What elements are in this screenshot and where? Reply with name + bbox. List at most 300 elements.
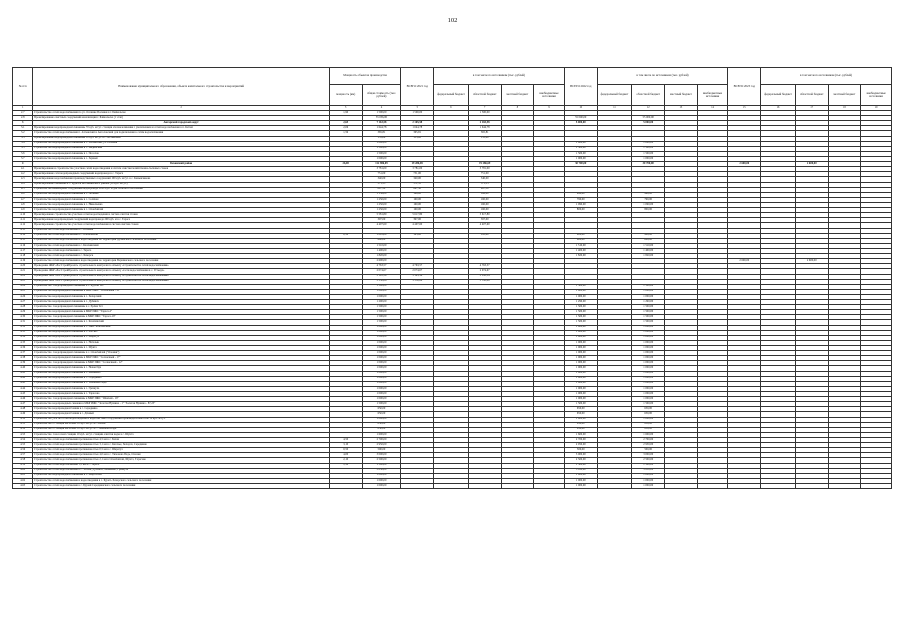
row-number-cell: 4.9 [13,208,33,213]
value-cell: 1 095,00 [362,233,401,238]
row-number-cell: 3.5 [13,146,33,151]
value-cell: 1 600,00 [632,432,665,437]
value-cell: 1 000,00 [632,371,665,376]
value-cell: 1 500,00 [564,284,597,289]
value-cell: 5 581,80 [362,213,401,218]
value-cell: 1 500,00 [632,305,665,310]
value-cell: 1 400,00 [564,248,597,253]
value-cell: 112 986,09 [362,162,401,167]
value-cell: 1 820,00 [564,254,597,259]
row-number-cell: 4.7 [13,197,33,202]
col-header-regional-2023: областной бюджет [795,85,828,106]
row-number-cell: 2.7 [13,111,33,116]
row-name-cell: Строительство водопроводной скважины в с. Грязнуха [33,386,329,391]
column-index-cell: 8 [501,106,534,111]
row-name-cell: Строительство водопроводной скважины в с. Шунта [33,346,329,351]
row-number-cell: 4.29 [13,310,33,315]
value-cell: 571,55 [362,182,401,187]
row-number-cell: 4.40 [13,366,33,371]
value-cell: 1 500,00 [564,151,597,156]
value-cell: 1 500,00 [564,320,597,325]
row-number-cell: 4.45 [13,392,33,397]
value-cell: 1 000,00 [632,294,665,299]
value-cell: 1 510,00 [632,243,665,248]
value-cell [728,483,761,488]
value-cell: 1 000,00 [564,366,597,371]
value-cell: 340,00 [362,177,401,182]
value-cell: 800,00 [632,208,665,213]
row-name-cell: Строительство водопроводной скважины в с. Зерный [33,156,329,161]
column-index-cell: 19 [861,106,892,111]
value-cell: 1 000,00 [362,392,401,397]
value-cell: 1 000,00 [632,289,665,294]
row-number-cell: 3 [13,121,33,126]
row-number-cell: 4.26 [13,294,33,299]
value-cell: 1,50 [329,463,362,468]
value-cell: 1 000,00 [564,386,597,391]
value-cell: 7 163,58 [362,121,401,126]
value-cell: 1 290,00 [632,300,665,305]
row-name-cell: Строительство сетей водоснабжения протяженностью 3,1 км в с. Казачье, Хохорск, Середкино [33,443,329,448]
value-cell: 1 000,00 [632,335,665,340]
value-cell: 850,00 [362,427,401,432]
row-name-cell: Строительство сетей водоснабжения и водоотведения по территории Вершинского сельского поселения [33,259,329,264]
row-number-cell: 3.7 [13,156,33,161]
row-name-cell: Строительство сетей водоснабжения п. Ахтыкский и Анголокский для подключения к сетям водоснабжения [33,131,329,136]
value-cell: 1 000,00 [362,473,401,478]
value-cell: 4 763,57 [468,264,501,269]
row-number-cell: 4.8 [13,202,33,207]
value-cell: 1 500,00 [564,315,597,320]
row-number-cell: 4.28 [13,305,33,310]
value-cell: 2 700,00 [362,438,401,443]
row-name-cell: Строительство 1 водопроводной скважины в с. Ерёма Тет [33,305,329,310]
row-name-cell: Проектирование очистных сооружений канализации г. Байкальска (1 этап) [33,116,329,121]
value-cell: 55 000,00 [564,116,597,121]
value-cell: 1 000,00 [564,141,597,146]
value-cell: 1 000,00 [362,397,401,402]
value-cell: 850,00 [632,427,665,432]
value-cell: 55 000,00 [632,116,665,121]
row-number-cell: 4.35 [13,340,33,345]
value-cell: 1 000,00 [564,325,597,330]
value-cell: 1 500,00 [564,146,597,151]
value-cell: 1 000,00 [564,351,597,356]
value-cell: 3,10 [329,443,362,448]
row-name-cell: Строительство сетей водоснабжения в с. Заглик, Дубинск, Маньково, Грязнуха [33,468,329,473]
col-header-sources-2021: в том числе по источникам (тыс. рублей) [434,68,565,85]
row-number-cell: 3.6 [13,151,33,156]
row-name-cell: Строительство водопроводной скважины в с. Хохорский [33,294,329,299]
row-name-cell: Строительство водопроводной скважины в с. Маньково [33,371,329,376]
investment-program-table [12,67,892,489]
value-cell: 5 617,80 [401,213,434,218]
value-cell: 1 000,00 [362,478,401,483]
column-index-cell: 2 [33,106,329,111]
value-cell: 2 500,00 [564,458,597,463]
value-cell: 1 000,00 [362,483,401,488]
value-cell: 850,00 [564,422,597,427]
value-cell: 850,00 [564,427,597,432]
value-cell: 155,00 [468,136,501,141]
value-cell: 2 500,00 [362,458,401,463]
row-name-cell: Строительство 1 насосной станции 10 куб. м/сут. станции очистки воды в с. Шунта [33,432,329,437]
value-cell: 1 000,00 [362,386,401,391]
value-cell: 1 000,00 [564,156,597,161]
value-cell: 1 000,00 [362,141,401,146]
value-cell: 3 000,00 [564,453,597,458]
row-number-cell: 4.59 [13,463,33,468]
value-cell: 1 400,00 [632,248,665,253]
row-name-cell: Проектирование водоснабжения производственных сооружений 100 куб. м/сут. в с. Камынчикова [33,177,329,182]
value-cell [861,483,892,488]
row-name-cell: Строительство водопроводных скважин в МКР ИЖС "Золотая Нушина - 1" "Золотая Нушина - 87,25" [33,402,329,407]
value-cell: 900,00 [564,233,597,238]
row-number-cell: 4.36 [13,346,33,351]
value-cell: 751,00 [362,172,401,177]
column-index-cell: 15 [728,106,761,111]
value-cell: 1 000,00 [564,340,597,345]
column-index-cell: 16 [761,106,796,111]
value-cell: 55 056,00 [362,116,401,121]
row-number-cell: 4.44 [13,386,33,391]
value-cell: 1 500,00 [362,305,401,310]
value-cell: 3 350,86 [362,279,401,284]
value-cell: 1 000,00 [632,366,665,371]
value-cell: 850,00 [632,422,665,427]
row-name-cell: Строительство сетей водоснабжения в с. Олонбайлай [33,233,329,238]
value-cell [828,483,861,488]
column-index-cell: 1 [13,106,33,111]
row-number-cell: 3.4 [13,141,33,146]
page-number: 102 [447,17,458,24]
col-header-sources-2022: в том числе по источникам (тыс. рублей) [597,68,728,85]
value-cell: 1 000,00 [564,397,597,402]
value-cell: 4 407,60 [401,223,434,228]
value-cell: 1 000,00 [362,366,401,371]
value-cell: 1 644,78 [468,126,501,131]
value-cell: 1 500,00 [632,402,665,407]
col-header-regional-2022: областной бюджет [632,85,665,106]
value-cell: 1 000,00 [362,156,401,161]
value-cell: 1 000,00 [632,478,665,483]
row-number-cell: 4.42 [13,376,33,381]
col-header-sources-2023: в том числе по источникам (тыс. рублей) [761,68,892,85]
col-header-cost: общая стоимость (тыс. рублей) [362,85,401,106]
value-cell: 365,81 [468,131,501,136]
col-header-regional-2021: областной бюджет [468,85,501,106]
value-cell: 1 000,00 [632,397,665,402]
value-cell: 3 145,54 [468,274,501,279]
value-cell: 155,00 [401,136,434,141]
row-name-cell: Проектирование строительства участков сетей водоснабжения и систем очистки стоков [33,223,329,228]
value-cell: 1 500,00 [632,320,665,325]
value-cell [501,483,534,488]
value-cell: 2 600,00 [728,162,761,167]
row-name-cell: Проектирование строительства участков сетей водоотведения и систем очистки стоков [33,213,329,218]
value-cell: 155,00 [362,136,401,141]
row-number-cell: 4.43 [13,381,33,386]
row-name-cell: Строительство водопроводной скважины в с. Новая Ида [33,366,329,371]
row-number-cell: 4.33 [13,330,33,335]
col-header-federal-2021: федеральный бюджет [434,85,469,106]
value-cell: 650,00 [564,412,597,417]
value-cell: 1 500,00 [632,310,665,315]
row-number-cell: 4.32 [13,325,33,330]
value-cell: 340,00 [401,177,434,182]
row-number-cell: 4.62 [13,478,33,483]
value-cell: 897,50 [362,187,401,192]
value-cell: 195,00 [401,233,434,238]
value-cell: 1 644,78 [401,126,434,131]
value-cell: 1 000,00 [632,386,665,391]
row-name-cell: Строительство водопроводной скважины в с. Солёная [33,197,329,202]
column-index-cell: 12 [632,106,665,111]
row-name-cell: Строительство сетей водоснабжения протяженностью 4,0 км в с. Тихонова Падь, Олонки [33,453,329,458]
value-cell: 1 090,00 [632,202,665,207]
value-cell: 1 400,00 [362,248,401,253]
row-number-cell: 4.63 [13,483,33,488]
value-cell: 1 500,00 [362,402,401,407]
value-cell: 2 600,00 [795,162,828,167]
row-name-cell: Строительство водопроводной скважины в МКР ИЖС "Солнечный - 17" [33,356,329,361]
value-cell: 4 763,57 [362,264,401,269]
value-cell: 1 090,00 [564,202,597,207]
value-cell: 897,50 [401,187,434,192]
row-name-cell: Строительство 2 станций насосных 10 куб. м/сут. в с. Тихонова Падь [33,427,329,432]
value-cell: 160,00 [468,197,501,202]
row-number-cell: 4.22 [13,274,33,279]
col-header-extra-2022: внебюджетные источники [697,85,728,106]
row-name-cell: Строительство 1 водопроводной скважины в МКР ИЖС "Солнечный - 12" [33,361,329,366]
col-header-total-2021: ВСЕГО 2021 год [401,68,434,106]
value-cell: 3 350,86 [468,279,501,284]
value-cell: 1 000,00 [564,294,597,299]
row-number-cell: 4.18 [13,254,33,259]
column-index-cell: 6 [434,106,469,111]
value-cell: 1 500,00 [632,151,665,156]
value-cell: 1 500,00 [362,463,401,468]
value-cell: 1 500,00 [564,310,597,315]
row-name-cell: Боханский район [33,162,329,167]
value-cell: 500,00 [564,448,597,453]
value-cell: 1 000,00 [564,289,597,294]
value-cell: 1 500,00 [362,151,401,156]
row-name-cell: Проведение ФКР «РосСтройПроект» строительного контроля по объекту «Строительство сетей водоснабжения» [33,274,329,279]
value-cell: 1 000,00 [632,141,665,146]
value-cell: 1 510,00 [362,243,401,248]
value-cell: 1 500,00 [564,463,597,468]
value-cell: 1 820,00 [632,254,665,259]
row-number-cell: 4.51 [13,422,33,427]
value-cell: 1 000,00 [564,417,597,422]
value-cell: 1 500,00 [362,315,401,320]
value-cell: 1 000,00 [362,325,401,330]
row-name-cell: Строительство сетей водоснабжения по ул. Осенние Полевки в г. Байкальске [33,111,329,116]
row-name-cell: Строительство инженерных сооружений водопровода 2020 куб. м для сельского поселения [33,187,329,192]
value-cell: 4 763,57 [401,264,434,269]
value-cell: 1 500,00 [362,146,401,151]
row-name-cell: Проектирование и строительство участков сетей водоотведения и систем очистки хозяйственно-бытовых стоков [33,167,329,172]
value-cell: 19 286,69 [401,162,434,167]
row-number-cell: 4.46 [13,397,33,402]
row-name-cell: Строительство водопроводной скважины в с. Полевая [33,192,329,197]
value-cell: 3 000,00 [632,453,665,458]
row-number-cell: 4.54 [13,438,33,443]
value-cell: 160,00 [468,208,501,213]
row-number-cell: 4.52 [13,427,33,432]
value-cell: 2,10 [329,458,362,463]
row-name-cell: Строительство водопроводной скважины в с. Тихонова Падь [33,381,329,386]
value-cell: 397,00 [401,218,434,223]
value-cell: 0,50 [329,448,362,453]
col-header-num: № п/п [13,68,33,106]
value-cell: 2 950,00 [362,443,401,448]
row-number-cell: 4.56 [13,448,33,453]
row-name-cell: Строительство сетей водоснабжения и водоотведения в с. Буреть Хохорского сельского поселения [33,478,329,483]
value-cell: 30 700,00 [564,162,597,167]
table-row [13,483,892,488]
value-cell: 1 000,00 [632,361,665,366]
row-number-cell: 4.20 [13,264,33,269]
row-number-cell: 2.8 [13,116,33,121]
value-cell: 500,00 [632,448,665,453]
value-cell [761,483,796,488]
column-index-cell: 3 [329,106,362,111]
row-number-cell: 4.60 [13,468,33,473]
value-cell: 160,00 [468,202,501,207]
value-cell: 19 286,69 [468,162,501,167]
row-number-cell: 4.50 [13,417,33,422]
row-number-cell: 4.57 [13,453,33,458]
value-cell: 2,65 [329,121,362,126]
value-cell: 990,00 [564,192,597,197]
column-index-cell: 11 [597,106,632,111]
value-cell: 800,00 [564,208,597,213]
row-name-cell: Проектирование сети водопроводных сооружений водопровода в с. Тараса [33,172,329,177]
value-cell: 1 000,00 [632,473,665,478]
row-name-cell: Строительство водопроводной скважины в с. Поселок [33,151,329,156]
value-cell: 3 145,54 [401,274,434,279]
value-cell: 2 500,00 [632,458,665,463]
value-cell: 1 000,00 [632,376,665,381]
row-number-cell: 4.27 [13,300,33,305]
value-cell: 1 500,00 [632,284,665,289]
value-cell: 2 600,00 [728,259,761,264]
col-header-local-2023: местный бюджет [828,85,861,106]
row-name-cell: Строительство сетей водоснабжения протяженностью 4,5 км в с. Бохан [33,438,329,443]
value-cell: 3 781,00 [362,167,401,172]
value-cell: 1 000,00 [632,381,665,386]
value-cell: 1 000,00 [362,381,401,386]
row-name-cell: Строительство водопроводной скважины в с. Ахтыкский, ул. Полевая [33,141,329,146]
value-cell: 1 500,00 [632,463,665,468]
value-cell: 1 000,00 [564,346,597,351]
value-cell: 1 000,00 [564,376,597,381]
value-cell: 1 000,00 [362,351,401,356]
value-cell: 751,00 [401,172,434,177]
value-cell: 1 000,00 [564,356,597,361]
column-index-cell: 4 [362,106,401,111]
column-index-cell: 13 [665,106,698,111]
column-index-cell: 9 [534,106,565,111]
value-cell: 1 000,00 [362,361,401,366]
value-cell: 4 407,60 [468,223,501,228]
row-name-cell: Строительство 1 водопроводной скважины в с. Олонбайлай ("Олонки") [33,351,329,356]
row-number-cell: 4.15 [13,238,33,243]
row-name-cell: Строительство сетей водоснабжения в с. Полевая [33,228,329,233]
row-name-cell: Строительство сетей водоснабжения в с. Хохорск [33,254,329,259]
value-cell: 990,00 [632,192,665,197]
value-cell: 650,00 [362,412,401,417]
value-cell: 3 350,86 [401,279,434,284]
value-cell: 5 000,00 [564,121,597,126]
value-cell: 1 000,00 [632,156,665,161]
value-cell: 850,00 [362,422,401,427]
col-header-extra-2023: внебюджетные источники [861,85,892,106]
value-cell: 5 617,80 [468,213,501,218]
value-cell [534,483,565,488]
value-cell: 365,81 [401,131,434,136]
row-name-cell: Строительство участка сетей водоотведения и водоочистных сооружений производительностью 30 куб. м/сут. [33,417,329,422]
row-name-cell: Строительство сетей водоснабжения в с. Тараса [33,248,329,253]
value-cell: 1 000,00 [564,335,597,340]
value-cell: 1 600,00 [362,432,401,437]
value-cell: 1 644,78 [362,126,401,131]
value-cell: 2 950,00 [564,443,597,448]
value-cell: 397,00 [468,218,501,223]
row-name-cell: Строительство водопроводной скважины в с. Айдинский [33,146,329,151]
value-cell: 1 820,00 [362,254,401,259]
row-name-cell: Строительство водопроводной скважины в с. ИЖС Ключевский [33,325,329,330]
value-cell [468,483,501,488]
value-cell: 1 000,00 [632,346,665,351]
value-cell: 1 000,00 [632,356,665,361]
value-cell: 5 000,00 [632,121,665,126]
value-cell: 790,00 [564,197,597,202]
value-cell: 1 500,00 [632,315,665,320]
col-header-total-2022: ВСЕГО 2022 год [564,68,597,106]
value-cell: 1 500,00 [468,111,501,116]
row-name-cell: Строительство сетей водоснабжения в с. Казачинский [33,243,329,248]
row-number-cell: 4.11 [13,218,33,223]
row-name-cell: Строительство водопроводной скважины в с. Николаевка [33,202,329,207]
value-cell: 397,00 [362,218,401,223]
column-index-cell: 18 [828,106,861,111]
row-number-cell: 4.34 [13,335,33,340]
value-cell: 650,00 [362,407,401,412]
value-cell: 2,52 [329,233,362,238]
row-name-cell: Проектирование водопроводной скважины 70 куб. м/сут. станции обезжелезивания с увеличением и сетей водоснабжения в п. Китой [33,126,329,131]
value-cell: 1 000,00 [362,376,401,381]
row-number-cell: 4.58 [13,458,33,463]
value-cell: 650,00 [632,407,665,412]
value-cell: 1 000,00 [632,325,665,330]
col-header-local-2021: местный бюджет [501,85,534,106]
value-cell: 1 000,00 [564,483,597,488]
value-cell: 2 700,00 [632,438,665,443]
value-cell: 600,00 [362,238,401,243]
value-cell: 3 781,00 [468,167,501,172]
value-cell: 1 000,00 [362,330,401,335]
value-cell: 2 950,00 [632,443,665,448]
value-cell: 751,00 [468,172,501,177]
value-cell: 1 000,00 [632,392,665,397]
row-name-cell: Строительство водопроводной скважины в с. Дубинск [33,300,329,305]
value-cell: 1 250,00 [362,208,401,213]
value-cell [697,483,728,488]
row-name-cell: Строительство водопроводной скважины в с. Шаргалзан [33,473,329,478]
